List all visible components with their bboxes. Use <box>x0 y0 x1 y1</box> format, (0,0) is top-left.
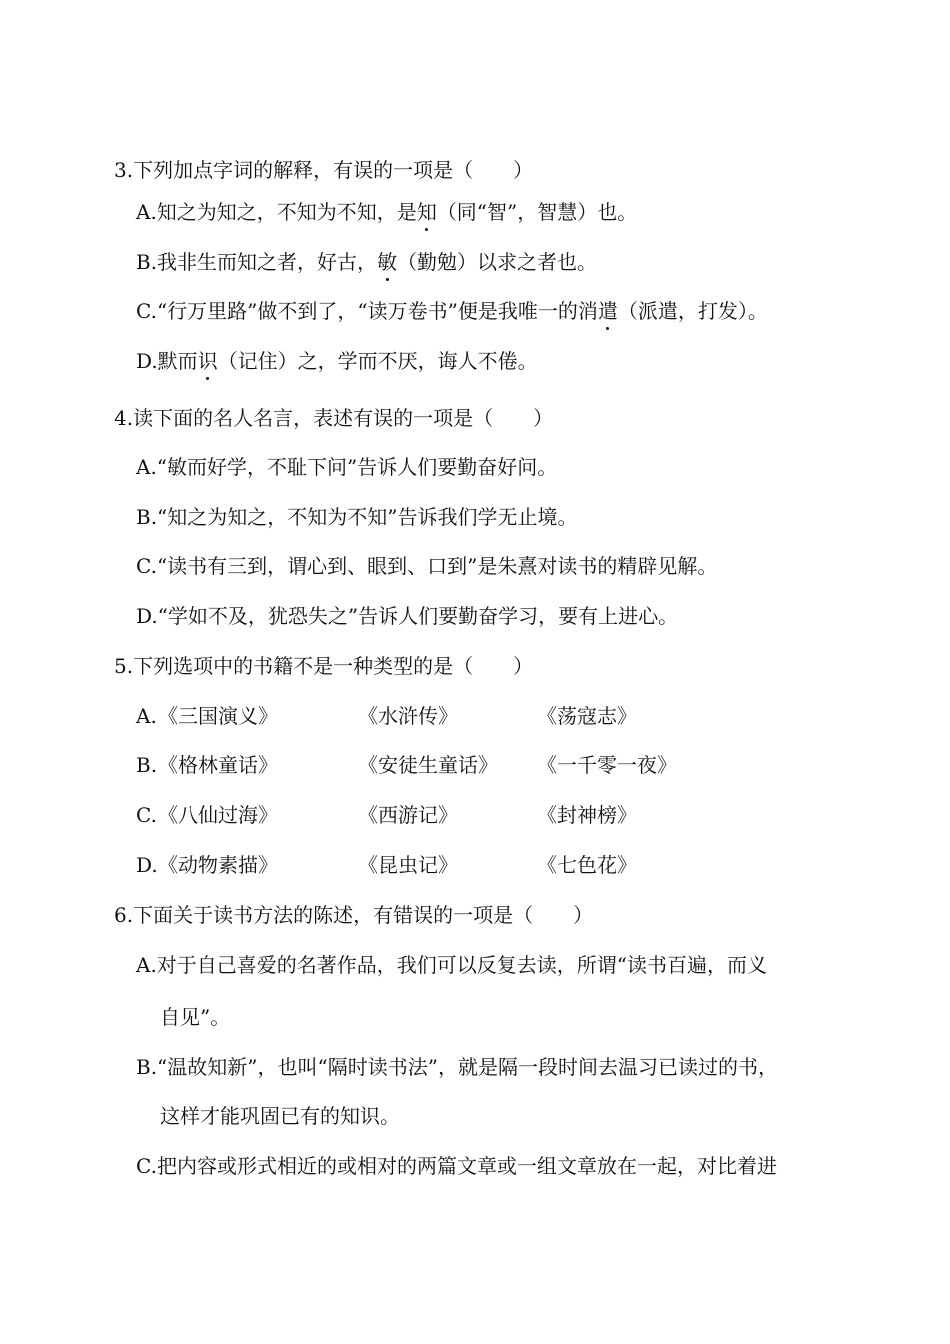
book-title: 《八仙过海》 <box>158 803 278 827</box>
dotted-char: 敏 <box>377 250 398 274</box>
question-5-stem: 5.下列选项中的书籍不是一种类型的是（ ） <box>114 654 534 678</box>
question-6-option-b-line1: B.“温故知新”，也叫“隔时读书法”，就是隔一段时间去温习已读过的书， <box>136 1055 778 1079</box>
question-4-option-b: B.“知之为知之，不知为不知”告诉我们学无止境。 <box>136 505 578 529</box>
book-title: 《七色花》 <box>537 853 637 877</box>
question-3-option-c: C.“行万里路”做不到了，“读万卷书”便是我唯一的消遣（派遣，打发）。 <box>136 299 768 323</box>
book-title: 《安徒生童话》 <box>358 753 498 777</box>
question-6-option-a-line2: 自见”。 <box>160 1005 231 1029</box>
book-title: 《封神榜》 <box>537 803 637 827</box>
question-3-stem: 3.下列加点字词的解释，有误的一项是（ ） <box>114 158 534 182</box>
question-4-option-a: A.“敏而好学，不耻下问”告诉人们要勤奋好问。 <box>136 455 558 479</box>
book-title: 《动物素描》 <box>158 853 278 877</box>
option-label: A. <box>136 704 157 728</box>
book-title: 《水浒传》 <box>358 704 458 728</box>
option-label: D. <box>136 853 158 877</box>
question-3-option-b: B.我非生而知之者，好古，敏（勤勉）以求之者也。 <box>136 250 598 274</box>
book-title: 《格林童话》 <box>158 753 278 777</box>
question-6-option-b-line2: 这样才能巩固已有的知识。 <box>160 1104 400 1128</box>
book-title: 《荡寇志》 <box>537 704 637 728</box>
question-3-option-d: D.默而识（记住）之，学而不厌，诲人不倦。 <box>136 349 538 373</box>
book-title: 《三国演义》 <box>158 704 278 728</box>
book-title: 《一千零一夜》 <box>537 753 677 777</box>
question-6-option-a-line1: A.对于自己喜爱的名著作品，我们可以反复去读，所谓“读书百遍，而义 <box>136 953 768 977</box>
book-title: 《昆虫记》 <box>358 853 458 877</box>
question-4-option-c: C.“读书有三到，谓心到、眼到、口到”是朱熹对读书的精辟见解。 <box>136 554 718 578</box>
option-label: B. <box>136 753 158 777</box>
question-3-option-a: A.知之为知之，不知为不知，是知（同“智”，智慧）也。 <box>136 200 638 224</box>
dotted-char: 识 <box>197 349 218 373</box>
option-label: C. <box>136 803 157 827</box>
question-4-option-d: D.“学如不及，犹恐失之”告诉人们要勤奋学习，要有上进心。 <box>136 604 679 628</box>
dotted-char: 遣 <box>597 299 618 323</box>
question-6-stem: 6.下面关于读书方法的陈述，有错误的一项是（ ） <box>114 903 594 927</box>
question-6-option-c-line1: C.把内容或形式相近的或相对的两篇文章或一组文章放在一起，对比着进 <box>136 1154 777 1178</box>
question-4-stem: 4.读下面的名人名言，表述有误的一项是（ ） <box>114 406 554 430</box>
dotted-char: 知 <box>416 200 437 224</box>
book-title: 《西游记》 <box>358 803 458 827</box>
